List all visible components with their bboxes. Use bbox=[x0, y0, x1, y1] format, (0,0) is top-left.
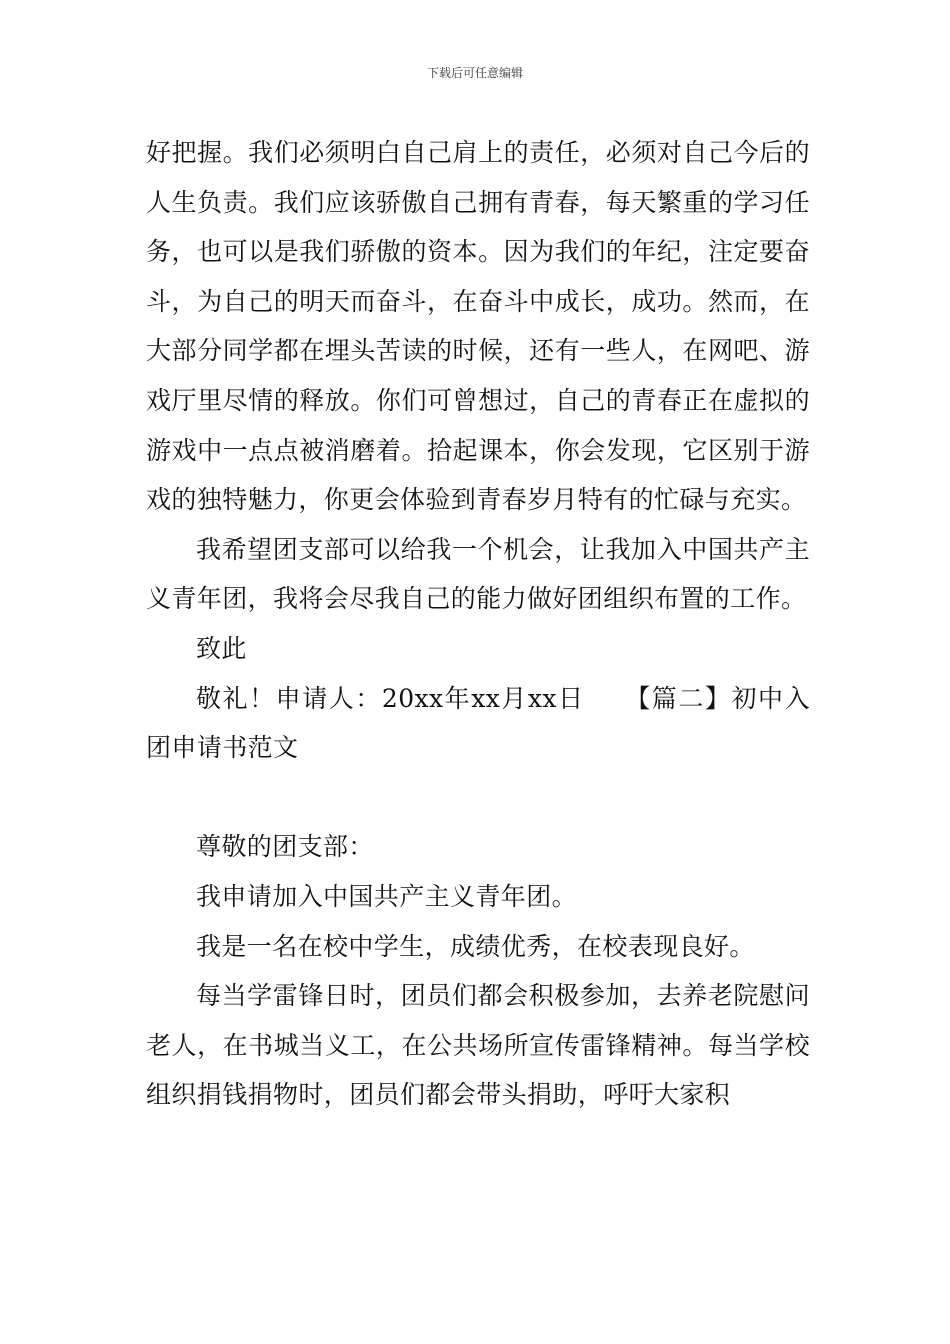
blank-line bbox=[146, 773, 810, 823]
paragraph-hope: 我希望团支部可以给我一个机会，让我加入中国共产主义青年团，我将会尽我自己的能力做好团组织布置的工作。 bbox=[146, 534, 810, 614]
paragraph-self-intro: 我是一名在校中学生，成绩优秀，在校表现良好。 bbox=[196, 931, 755, 961]
page-header-note: 下载后可任意编辑 bbox=[426, 66, 523, 80]
paragraph-signature: 敬礼！申请人：20xx年xx月xx日 【篇二】初中入团申请书范文 bbox=[146, 683, 810, 763]
paragraph-activities: 每当学雷锋日时，团员们都会积极参加，去养老院慰问老人，在书城当义工，在公共场所宣传雷锋精神。每当学校组织捐钱捐物时，团员们都会带头捐助，呼吁大家积 bbox=[146, 981, 810, 1110]
paragraph-application: 我申请加入中国共产主义青年团。 bbox=[196, 881, 578, 911]
paragraph-closing: 致此 bbox=[196, 633, 247, 663]
paragraph-salutation: 尊敬的团支部： bbox=[196, 832, 374, 862]
document-body bbox=[146, 128, 810, 1120]
paragraph-responsibility: 好把握。我们必须明白自己肩上的责任，必须对自己今后的人生负责。我们应该骄傲自己拥有青春，每天繁重的学习任务，也可以是我们骄傲的资本。因为我们的年纪，注定要奋斗，为自己的明天而奋斗，在奋斗中成长，成功。然而，在大部分同学都在埋头苦读的时候，还有一些人，在网吧、游戏厅里尽情的释放。你们可曾想过，自己的青春正在虚拟的游戏中一点点被消磨着。拾起课本，你会发现，它区别于游戏的独特魅力，你更会体验到青春岁月特有的忙碌与充实。 bbox=[146, 138, 810, 515]
